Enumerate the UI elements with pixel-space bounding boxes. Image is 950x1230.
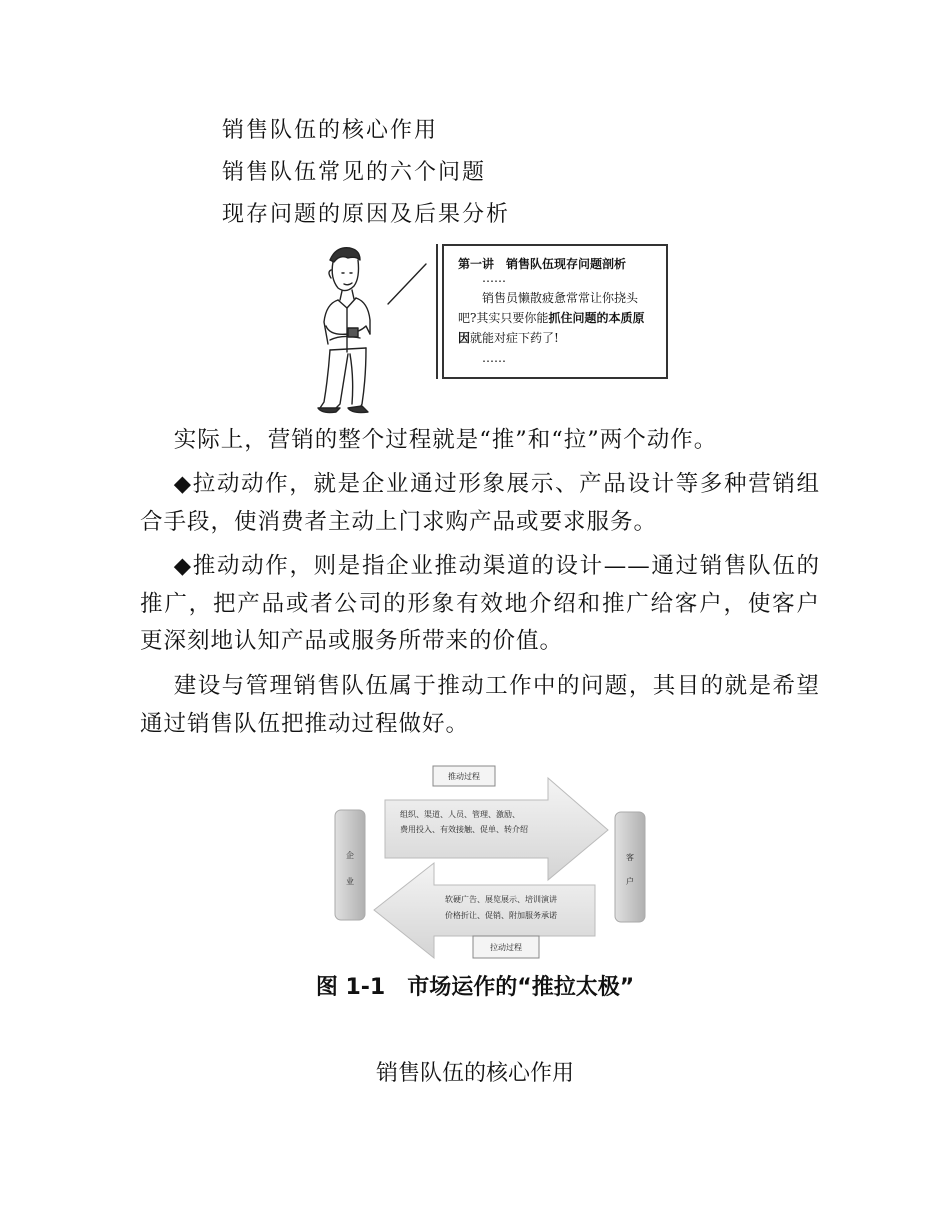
push-pull-diagram: [330, 760, 660, 965]
enterprise-char-1: 企: [346, 851, 354, 860]
push-text-line-2: 费用投入、有效接触、促单、转介绍: [400, 825, 528, 834]
slide-body: [458, 288, 654, 348]
presenter-figure: [300, 242, 450, 417]
topic-item: 销售队伍的核心作用: [222, 118, 439, 143]
body-paragraph: ◆拉动动作，就是企业通过形象展示、产品设计等多种营销组合手段，使消费者主动上门求购产品或要求服务。: [140, 471, 820, 535]
customer-bar: [615, 812, 645, 922]
customer-char-2: 户: [626, 877, 634, 886]
slide-board: [442, 244, 668, 379]
slide-title: 第一讲 销售队伍现存问题剖析: [458, 257, 627, 271]
slide-ellipsis: ……: [482, 271, 506, 285]
enterprise-bar: [335, 810, 365, 920]
slide-body-text-end: 就能对症下药了!: [470, 331, 559, 345]
topic-item: 现存问题的原因及后果分析: [222, 202, 511, 227]
slide-body-emphasis: 抓住问题的本质原因: [458, 311, 645, 345]
customer-char-1: 客: [626, 853, 634, 862]
pull-label: 拉动过程: [490, 943, 522, 952]
topic-item: 销售队伍常见的六个问题: [222, 160, 487, 185]
push-text-line-1: 组织、渠道、人员、管理、激励、: [400, 810, 520, 819]
slide-ellipsis-end: ……: [482, 351, 506, 365]
slide-body-text: 销售员懒散疲惫常常让你挠头吧?其实只要你能: [458, 291, 639, 325]
topic-list: [222, 110, 510, 236]
push-label: 推动过程: [448, 772, 480, 781]
pull-text-line-1: 软硬广告、展览展示、培训演讲: [445, 895, 557, 904]
figure-caption: 图 1-1 市场运作的“推拉太极”: [315, 975, 635, 1000]
pull-text-line-2: 价格折让、促销、附加服务承诺: [445, 911, 557, 920]
body-paragraph: 实际上，营销的整个过程就是“推”和“拉”两个动作。: [173, 427, 718, 453]
enterprise-char-2: 业: [346, 877, 354, 886]
body-paragraph: ◆推动动作，则是指企业推动渠道的设计——通过销售队伍的推广，把产品或者公司的形象有效地介绍和推广给客户，使客户更深刻地认知产品或服务所带来的价值。: [140, 553, 820, 654]
section-heading: 销售队伍的核心作用: [375, 1061, 574, 1086]
presenter-illustration: [300, 242, 680, 417]
body-paragraph: 建设与管理销售队伍属于推动工作中的问题，其目的就是希望通过销售队伍把推动过程做好。: [140, 673, 820, 737]
